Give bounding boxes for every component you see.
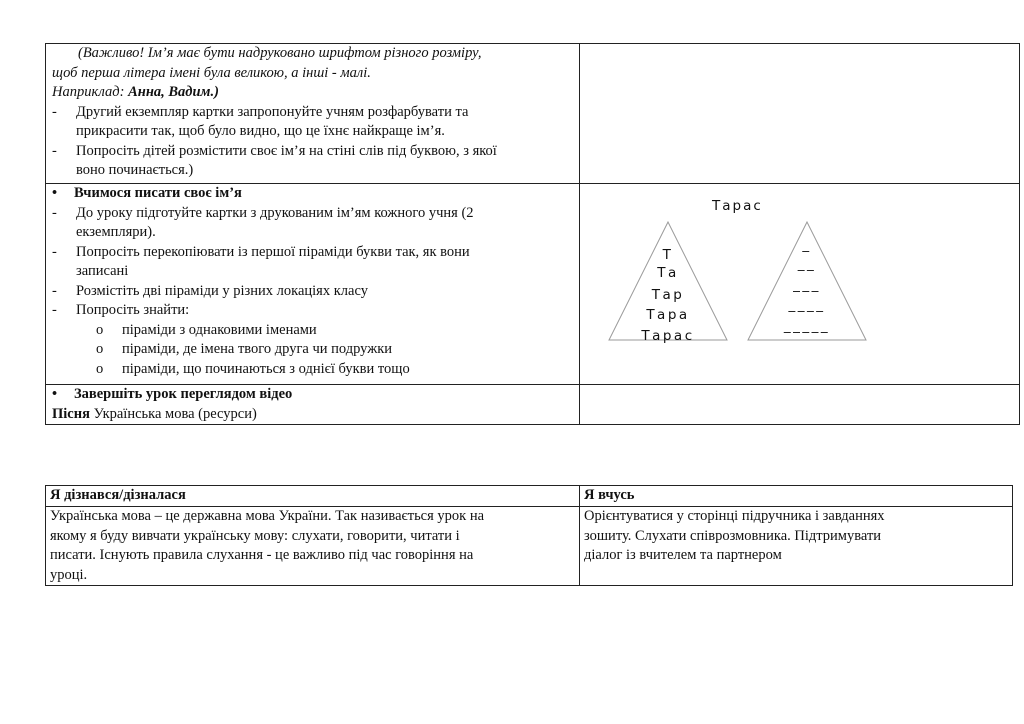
- list-item: - Попросіть дітей розмістити своє ім’я на стіні слів під буквою, з якої воно починається.): [52, 142, 497, 178]
- list-item: - До уроку підготуйте картки з друкованим ім’ям кожного учня (2 екземпляри).: [52, 204, 474, 240]
- pyramid-line: Та: [657, 265, 679, 281]
- activity-cell: [46, 184, 580, 385]
- reflection-table: [45, 485, 1013, 586]
- learning-cell: Орієнтуватися у сторінці підручника і завданнях зошиту. Слухати співрозмовника. Підтримувати діалог із вчителем та партнером: [580, 507, 1013, 586]
- example-names: Анна, Вадим.): [128, 84, 219, 100]
- section-heading: • Вчимося писати своє ім’я: [52, 185, 242, 201]
- sub-list-item: o піраміди, де імена твого друга чи подружки: [96, 341, 393, 357]
- pyramid-line: Тара: [646, 307, 690, 323]
- column-header: Я вчусь: [580, 486, 1013, 507]
- empty-cell: [580, 44, 1020, 184]
- section-heading: • Завершіть урок переглядом відео: [52, 386, 293, 402]
- pyramid-line: Тар: [651, 287, 685, 303]
- instructions-cell: [46, 44, 580, 184]
- note-line: щоб перша літера імені була великою, а інші - малі.: [52, 64, 371, 81]
- list-item: - Другий екземпляр картки запропонуйте учням розфарбувати та прикрасити так, щоб було видно, що це їхнє найкраще ім’я.: [52, 103, 469, 139]
- lesson-plan-table: [45, 43, 1020, 425]
- pyramid-blank-line: ___: [793, 277, 821, 293]
- empty-cell: [580, 385, 1020, 425]
- pyramid-blank-line: _____: [783, 318, 831, 334]
- learned-cell: Українська мова – це державна мова України. Так називається урок на якому я буду вивчати українську мову: слухати, говорити, читати і писати. Існують правила слухання - це важливо під час говоріння на уроці.: [46, 507, 580, 586]
- name-pyramid: [608, 221, 728, 344]
- pyramid-line: Тарас: [641, 328, 695, 344]
- resource-line: Пісня Українська мова (ресурси): [52, 405, 257, 422]
- pyramid-blank-line: ____: [788, 297, 826, 313]
- table-row: [46, 507, 1013, 586]
- sub-list-item: o піраміди з однаковими іменами: [96, 321, 317, 338]
- table-row: [46, 44, 1020, 184]
- pyramid-blank-line: _: [802, 237, 812, 253]
- note-line: (Важливо! Ім’я має бути надруковано шрифтом різного розміру,: [78, 45, 482, 61]
- pyramid-cell: [580, 184, 1020, 385]
- list-item: - Попросіть перекопіювати із першої піраміди букви так, як вони записані: [52, 243, 470, 279]
- closing-cell: [46, 385, 580, 425]
- table-header-row: [46, 486, 1013, 507]
- list-item: - Попросіть знайти:: [52, 302, 190, 318]
- sub-list-item: o піраміди, що починаються з однієї букви тощо: [96, 360, 410, 377]
- note-line: Наприклад: Анна, Вадим.): [52, 84, 219, 100]
- list-item: - Розмістіть дві піраміди у різних локаціях класу: [52, 282, 368, 299]
- pyramid-blank-line: __: [797, 256, 817, 272]
- pyramid-title: Тарас: [712, 198, 763, 214]
- column-header: Я дізнався/дізналася: [46, 486, 580, 507]
- table-row: [46, 184, 1020, 385]
- pyramid-line: Т: [662, 247, 674, 263]
- table-row: [46, 385, 1020, 425]
- blank-pyramid: [747, 221, 867, 341]
